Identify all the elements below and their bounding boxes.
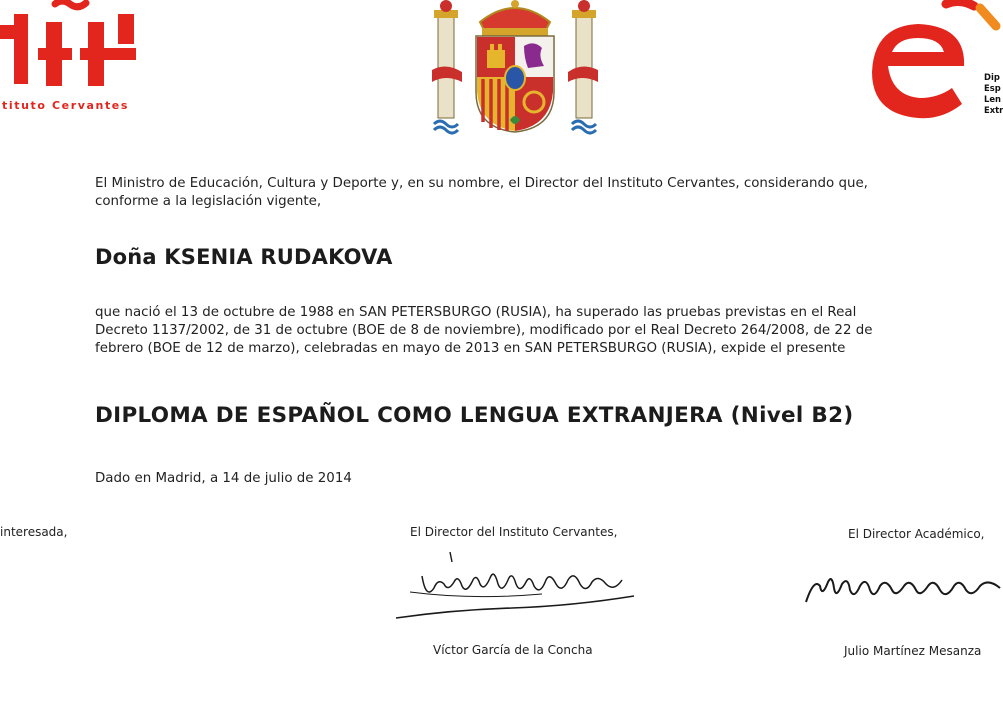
- coat-of-arms: [432, 0, 598, 136]
- dele-logo: [868, 0, 1003, 130]
- academic-director-signature: [800, 568, 1000, 608]
- details-paragraph: [95, 304, 872, 358]
- cervantes-logo: [0, 0, 160, 118]
- diploma-title: DIPLOMA DE ESPAÑOL COMO LENGUA EXTRANJERA (Nivel B2): [95, 403, 854, 428]
- academic-director-label: El Director Académico,: [848, 527, 985, 541]
- interested-label: interesada,: [0, 525, 68, 539]
- academic-director-name: Julio Martínez Mesanza: [844, 644, 982, 658]
- dele-side-text: [984, 72, 1003, 116]
- director-name: Víctor García de la Concha: [433, 643, 593, 657]
- dele-line: Len: [984, 94, 1001, 104]
- place-date: Dado en Madrid, a 14 de julio de 2014: [95, 471, 352, 486]
- dele-line: Esp: [984, 83, 1001, 93]
- recipient-name: Doña KSENIA RUDAKOVA: [95, 245, 393, 269]
- details-line: que nació el 13 de octubre de 1988 en SAN PETERSBURGO (RUSIA), ha superado las pruebas previstas en el Real: [95, 305, 857, 320]
- intro-line: conforme a la legislación vigente,: [95, 194, 322, 209]
- director-label: El Director del Instituto Cervantes,: [410, 525, 618, 539]
- director-signature-icon: [392, 548, 637, 628]
- cervantes-logo-text: tituto Cervantes: [2, 99, 130, 112]
- details-line: febrero (BOE de 12 de marzo), celebradas en mayo de 2013 en SAN PETERSBURGO (RUSIA), expide el presente: [95, 341, 846, 356]
- details-line: Decreto 1137/2002, de 31 de octubre (BOE de 8 de noviembre), modificado por el Real Decreto 264/2008, de 22 de: [95, 323, 873, 338]
- intro-paragraph: [95, 175, 868, 211]
- dele-line: Dip: [984, 72, 1000, 82]
- dele-line: Extr: [984, 105, 1003, 115]
- academic-signature-icon: [800, 568, 1000, 608]
- director-signature: [392, 548, 637, 628]
- coat-of-arms-icon: [432, 0, 598, 136]
- dele-e-icon: [868, 0, 1000, 130]
- intro-line: El Ministro de Educación, Cultura y Deporte y, en su nombre, el Director del Instituto Cervantes, considerando que,: [95, 176, 868, 191]
